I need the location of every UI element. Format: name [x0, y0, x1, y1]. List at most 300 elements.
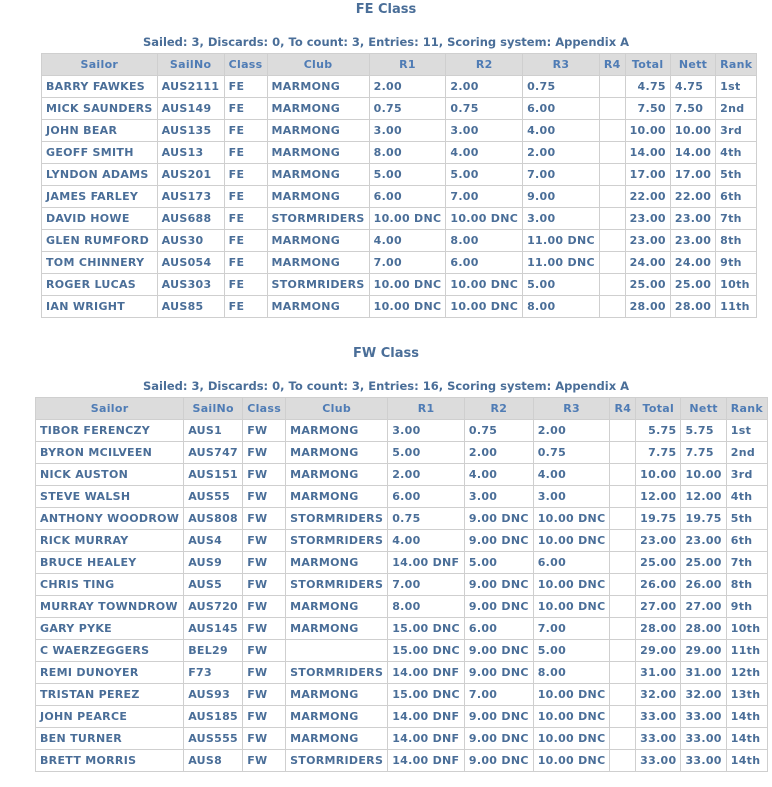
cell-r1: 0.75 [388, 508, 465, 530]
cell-r1: 10.00 DNC [369, 296, 446, 318]
cell-rank: 6th [716, 186, 757, 208]
table-row [36, 574, 768, 596]
cell-nett: 12.00 [681, 486, 726, 508]
cell-total: 10.00 [625, 120, 670, 142]
cell-class: FW [243, 640, 286, 662]
cell-r4 [599, 186, 625, 208]
cell-sailor: BRETT MORRIS [36, 750, 184, 772]
cell-r3: 7.00 [523, 164, 600, 186]
cell-sailno: AUS201 [157, 164, 224, 186]
cell-sailno: AUS720 [184, 596, 243, 618]
cell-r4 [610, 640, 636, 662]
cell-r2: 3.00 [446, 120, 523, 142]
cell-sailno: AUS9 [184, 552, 243, 574]
cell-r1: 0.75 [369, 98, 446, 120]
cell-r3: 10.00 DNC [533, 508, 610, 530]
cell-r2: 9.00 DNC [464, 596, 533, 618]
table-row [36, 552, 768, 574]
cell-rank: 11th [726, 640, 767, 662]
cell-nett: 25.00 [670, 274, 715, 296]
cell-club: MARMONG [267, 76, 369, 98]
cell-sailno: AUS145 [184, 618, 243, 640]
cell-total: 14.00 [625, 142, 670, 164]
cell-nett: 23.00 [681, 530, 726, 552]
cell-class: FW [243, 464, 286, 486]
cell-rank: 4th [726, 486, 767, 508]
cell-sailor: REMI DUNOYER [36, 662, 184, 684]
cell-r2: 8.00 [446, 230, 523, 252]
cell-sailor: DAVID HOWE [42, 208, 158, 230]
cell-r2: 9.00 DNC [464, 508, 533, 530]
cell-nett: 14.00 [670, 142, 715, 164]
cell-sailor: ANTHONY WOODROW [36, 508, 184, 530]
cell-club: MARMONG [286, 684, 388, 706]
cell-total: 25.00 [636, 552, 681, 574]
class-summary: Sailed: 3, Discards: 0, To count: 3, Entries: 16, Scoring system: Appendix A [142, 379, 630, 393]
cell-total: 19.75 [636, 508, 681, 530]
cell-nett: 10.00 [681, 464, 726, 486]
cell-total: 5.75 [636, 420, 681, 442]
column-header-club: Club [286, 398, 388, 420]
cell-class: FE [224, 208, 267, 230]
cell-r4 [610, 728, 636, 750]
cell-class: FE [224, 164, 267, 186]
cell-r2: 6.00 [464, 618, 533, 640]
cell-nett: 29.00 [681, 640, 726, 662]
cell-r3: 11.00 DNC [523, 252, 600, 274]
column-header-r4: R4 [599, 54, 625, 76]
cell-r4 [610, 750, 636, 772]
cell-sailor: LYNDON ADAMS [42, 164, 158, 186]
cell-r1: 4.00 [369, 230, 446, 252]
cell-r3: 5.00 [533, 640, 610, 662]
cell-club: MARMONG [286, 486, 388, 508]
cell-sailor: C WAERZEGGERS [36, 640, 184, 662]
cell-r2: 7.00 [464, 684, 533, 706]
cell-r3: 10.00 DNC [533, 530, 610, 552]
cell-r4 [599, 142, 625, 164]
cell-total: 23.00 [625, 230, 670, 252]
table-row [42, 230, 757, 252]
cell-r2: 6.00 [446, 252, 523, 274]
cell-class: FE [224, 98, 267, 120]
cell-sailno: AUS13 [157, 142, 224, 164]
cell-class: FE [224, 230, 267, 252]
cell-sailno: AUS173 [157, 186, 224, 208]
cell-r2: 4.00 [446, 142, 523, 164]
cell-rank: 2nd [726, 442, 767, 464]
class-summary: Sailed: 3, Discards: 0, To count: 3, Entries: 11, Scoring system: Appendix A [142, 35, 630, 49]
cell-class: FW [243, 618, 286, 640]
cell-total: 29.00 [636, 640, 681, 662]
cell-r4 [599, 76, 625, 98]
cell-r2: 9.00 DNC [464, 640, 533, 662]
cell-r3: 3.00 [533, 486, 610, 508]
cell-club: MARMONG [286, 618, 388, 640]
table-row [36, 728, 768, 750]
cell-nett: 19.75 [681, 508, 726, 530]
cell-r4 [610, 596, 636, 618]
cell-sailno: AUS93 [184, 684, 243, 706]
cell-total: 32.00 [636, 684, 681, 706]
cell-nett: 4.75 [670, 76, 715, 98]
cell-sailno: AUS185 [184, 706, 243, 728]
cell-rank: 6th [726, 530, 767, 552]
cell-club: MARMONG [267, 120, 369, 142]
cell-nett: 33.00 [681, 728, 726, 750]
cell-sailno: AUS303 [157, 274, 224, 296]
cell-sailor: STEVE WALSH [36, 486, 184, 508]
table-header-row [42, 54, 757, 76]
cell-rank: 14th [726, 706, 767, 728]
cell-total: 33.00 [636, 728, 681, 750]
cell-r4 [610, 618, 636, 640]
cell-sailor: JAMES FARLEY [42, 186, 158, 208]
cell-sailno: AUS149 [157, 98, 224, 120]
cell-club: MARMONG [267, 98, 369, 120]
cell-sailno: BEL29 [184, 640, 243, 662]
column-header-sailor: Sailor [36, 398, 184, 420]
cell-r2: 0.75 [464, 420, 533, 442]
cell-r3: 2.00 [533, 420, 610, 442]
cell-class: FW [243, 442, 286, 464]
cell-nett: 23.00 [670, 208, 715, 230]
cell-r1: 5.00 [369, 164, 446, 186]
cell-r3: 7.00 [533, 618, 610, 640]
cell-r2: 10.00 DNC [446, 274, 523, 296]
cell-r1: 2.00 [388, 464, 465, 486]
cell-r4 [610, 706, 636, 728]
cell-class: FE [224, 296, 267, 318]
cell-nett: 33.00 [681, 750, 726, 772]
cell-class: FE [224, 120, 267, 142]
cell-club: STORMRIDERS [267, 274, 369, 296]
cell-sailno: F73 [184, 662, 243, 684]
cell-total: 23.00 [636, 530, 681, 552]
cell-rank: 8th [726, 574, 767, 596]
cell-r1: 15.00 DNC [388, 618, 465, 640]
cell-sailor: JOHN PEARCE [36, 706, 184, 728]
cell-club [286, 640, 388, 662]
cell-class: FW [243, 552, 286, 574]
cell-sailor: GEOFF SMITH [42, 142, 158, 164]
cell-club: MARMONG [267, 252, 369, 274]
cell-r1: 6.00 [388, 486, 465, 508]
cell-club: STORMRIDERS [286, 574, 388, 596]
cell-club: MARMONG [286, 442, 388, 464]
cell-sailor: TIBOR FERENCZY [36, 420, 184, 442]
column-header-sailno: SailNo [157, 54, 224, 76]
cell-sailor: CHRIS TING [36, 574, 184, 596]
cell-nett: 27.00 [681, 596, 726, 618]
cell-r4 [610, 662, 636, 684]
cell-rank: 4th [716, 142, 757, 164]
cell-r4 [610, 574, 636, 596]
cell-sailno: AUS8 [184, 750, 243, 772]
cell-r3: 3.00 [523, 208, 600, 230]
column-header-r3: R3 [533, 398, 610, 420]
column-header-total: Total [636, 398, 681, 420]
table-row [36, 486, 768, 508]
cell-class: FW [243, 508, 286, 530]
cell-sailor: MURRAY TOWNDROW [36, 596, 184, 618]
results-table [35, 397, 768, 772]
cell-r3: 8.00 [523, 296, 600, 318]
cell-r1: 14.00 DNF [388, 706, 465, 728]
column-header-r3: R3 [523, 54, 600, 76]
cell-r2: 7.00 [446, 186, 523, 208]
cell-rank: 7th [726, 552, 767, 574]
table-row [36, 684, 768, 706]
cell-rank: 14th [726, 750, 767, 772]
cell-r2: 9.00 DNC [464, 706, 533, 728]
cell-total: 7.75 [636, 442, 681, 464]
cell-nett: 10.00 [670, 120, 715, 142]
cell-club: MARMONG [286, 706, 388, 728]
cell-r4 [610, 530, 636, 552]
table-row [36, 464, 768, 486]
cell-rank: 9th [716, 252, 757, 274]
cell-r1: 8.00 [369, 142, 446, 164]
cell-club: MARMONG [267, 296, 369, 318]
cell-rank: 9th [726, 596, 767, 618]
cell-rank: 1st [716, 76, 757, 98]
cell-class: FW [243, 728, 286, 750]
cell-rank: 1st [726, 420, 767, 442]
cell-r2: 3.00 [464, 486, 533, 508]
cell-r4 [599, 164, 625, 186]
column-header-nett: Nett [681, 398, 726, 420]
cell-club: MARMONG [267, 186, 369, 208]
table-row [42, 296, 757, 318]
cell-r3: 10.00 DNC [533, 750, 610, 772]
cell-class: FW [243, 486, 286, 508]
cell-r1: 14.00 DNF [388, 750, 465, 772]
cell-rank: 5th [716, 164, 757, 186]
column-header-r2: R2 [446, 54, 523, 76]
cell-sailno: AUS55 [184, 486, 243, 508]
cell-r2: 9.00 DNC [464, 574, 533, 596]
table-row [42, 76, 757, 98]
cell-r1: 2.00 [369, 76, 446, 98]
column-header-total: Total [625, 54, 670, 76]
cell-r3: 11.00 DNC [523, 230, 600, 252]
cell-total: 31.00 [636, 662, 681, 684]
cell-r3: 10.00 DNC [533, 574, 610, 596]
column-header-r1: R1 [369, 54, 446, 76]
cell-r1: 10.00 DNC [369, 274, 446, 296]
cell-class: FW [243, 706, 286, 728]
column-header-club: Club [267, 54, 369, 76]
cell-nett: 22.00 [670, 186, 715, 208]
cell-r4 [610, 508, 636, 530]
table-row [42, 142, 757, 164]
cell-class: FW [243, 530, 286, 552]
cell-rank: 14th [726, 728, 767, 750]
cell-r2: 2.00 [464, 442, 533, 464]
cell-r1: 6.00 [369, 186, 446, 208]
cell-nett: 7.75 [681, 442, 726, 464]
cell-total: 28.00 [625, 296, 670, 318]
cell-r4 [610, 486, 636, 508]
cell-r1: 14.00 DNF [388, 662, 465, 684]
cell-r3: 0.75 [523, 76, 600, 98]
table-row [36, 618, 768, 640]
cell-nett: 7.50 [670, 98, 715, 120]
table-row [42, 98, 757, 120]
cell-r1: 7.00 [388, 574, 465, 596]
cell-r1: 5.00 [388, 442, 465, 464]
cell-total: 4.75 [625, 76, 670, 98]
cell-total: 33.00 [636, 706, 681, 728]
cell-nett: 24.00 [670, 252, 715, 274]
cell-r2: 2.00 [446, 76, 523, 98]
cell-r1: 4.00 [388, 530, 465, 552]
cell-sailno: AUS1 [184, 420, 243, 442]
cell-sailor: BARRY FAWKES [42, 76, 158, 98]
cell-nett: 5.75 [681, 420, 726, 442]
cell-nett: 26.00 [681, 574, 726, 596]
cell-sailno: AUS135 [157, 120, 224, 142]
cell-sailno: AUS2111 [157, 76, 224, 98]
table-row [36, 662, 768, 684]
cell-class: FW [243, 684, 286, 706]
column-header-nett: Nett [670, 54, 715, 76]
cell-r3: 4.00 [523, 120, 600, 142]
cell-club: MARMONG [286, 596, 388, 618]
cell-r1: 8.00 [388, 596, 465, 618]
column-header-rank: Rank [726, 398, 767, 420]
column-header-sailor: Sailor [42, 54, 158, 76]
cell-class: FW [243, 596, 286, 618]
cell-club: STORMRIDERS [286, 530, 388, 552]
cell-r1: 3.00 [369, 120, 446, 142]
cell-sailor: TRISTAN PEREZ [36, 684, 184, 706]
cell-sailor: RICK MURRAY [36, 530, 184, 552]
table-row [36, 442, 768, 464]
cell-r4 [610, 552, 636, 574]
cell-nett: 25.00 [681, 552, 726, 574]
cell-r2: 5.00 [464, 552, 533, 574]
cell-sailno: AUS85 [157, 296, 224, 318]
cell-r3: 10.00 DNC [533, 728, 610, 750]
cell-nett: 31.00 [681, 662, 726, 684]
cell-total: 10.00 [636, 464, 681, 486]
cell-r2: 9.00 DNC [464, 662, 533, 684]
cell-sailno: AUS054 [157, 252, 224, 274]
cell-rank: 11th [716, 296, 757, 318]
cell-rank: 3rd [726, 464, 767, 486]
cell-r4 [599, 208, 625, 230]
cell-sailor: GLEN RUMFORD [42, 230, 158, 252]
cell-total: 17.00 [625, 164, 670, 186]
table-row [42, 164, 757, 186]
cell-r4 [599, 296, 625, 318]
cell-r2: 5.00 [446, 164, 523, 186]
cell-club: MARMONG [286, 464, 388, 486]
cell-sailno: AUS5 [184, 574, 243, 596]
cell-r4 [610, 442, 636, 464]
cell-club: STORMRIDERS [267, 208, 369, 230]
cell-rank: 13th [726, 684, 767, 706]
cell-club: MARMONG [267, 164, 369, 186]
table-row [42, 252, 757, 274]
column-header-r4: R4 [610, 398, 636, 420]
table-row [42, 120, 757, 142]
cell-sailor: BEN TURNER [36, 728, 184, 750]
cell-sailor: ROGER LUCAS [42, 274, 158, 296]
cell-rank: 7th [716, 208, 757, 230]
cell-club: STORMRIDERS [286, 508, 388, 530]
cell-class: FE [224, 76, 267, 98]
table-row [36, 596, 768, 618]
cell-r3: 10.00 DNC [533, 596, 610, 618]
cell-r3: 10.00 DNC [533, 684, 610, 706]
table-row [42, 208, 757, 230]
cell-r3: 5.00 [523, 274, 600, 296]
cell-r4 [599, 274, 625, 296]
table-row [36, 420, 768, 442]
cell-r2: 10.00 DNC [446, 296, 523, 318]
cell-sailor: JOHN BEAR [42, 120, 158, 142]
cell-nett: 23.00 [670, 230, 715, 252]
cell-r3: 8.00 [533, 662, 610, 684]
cell-club: MARMONG [267, 230, 369, 252]
cell-rank: 8th [716, 230, 757, 252]
cell-sailno: AUS808 [184, 508, 243, 530]
cell-nett: 28.00 [681, 618, 726, 640]
class-title: FW Class [353, 346, 419, 361]
table-row [42, 274, 757, 296]
column-header-class: Class [224, 54, 267, 76]
cell-rank: 2nd [716, 98, 757, 120]
cell-sailor: TOM CHINNERY [42, 252, 158, 274]
cell-sailno: AUS688 [157, 208, 224, 230]
cell-class: FE [224, 186, 267, 208]
cell-r3: 0.75 [533, 442, 610, 464]
cell-r1: 15.00 DNC [388, 640, 465, 662]
column-header-class: Class [243, 398, 286, 420]
cell-club: STORMRIDERS [286, 750, 388, 772]
cell-sailor: BYRON MCILVEEN [36, 442, 184, 464]
cell-sailor: NICK AUSTON [36, 464, 184, 486]
cell-r4 [610, 420, 636, 442]
cell-total: 28.00 [636, 618, 681, 640]
cell-total: 7.50 [625, 98, 670, 120]
cell-r1: 14.00 DNF [388, 552, 465, 574]
cell-sailno: AUS151 [184, 464, 243, 486]
cell-total: 25.00 [625, 274, 670, 296]
cell-rank: 12th [726, 662, 767, 684]
cell-r4 [599, 120, 625, 142]
cell-club: MARMONG [286, 728, 388, 750]
cell-class: FW [243, 750, 286, 772]
cell-r3: 10.00 DNC [533, 706, 610, 728]
cell-class: FW [243, 420, 286, 442]
cell-class: FW [243, 574, 286, 596]
cell-sailor: MICK SAUNDERS [42, 98, 158, 120]
table-row [36, 530, 768, 552]
cell-sailor: IAN WRIGHT [42, 296, 158, 318]
cell-sailno: AUS4 [184, 530, 243, 552]
cell-r1: 7.00 [369, 252, 446, 274]
table-row [36, 706, 768, 728]
cell-sailor: GARY PYKE [36, 618, 184, 640]
table-row [36, 508, 768, 530]
cell-sailno: AUS747 [184, 442, 243, 464]
cell-r2: 9.00 DNC [464, 750, 533, 772]
cell-r4 [610, 684, 636, 706]
